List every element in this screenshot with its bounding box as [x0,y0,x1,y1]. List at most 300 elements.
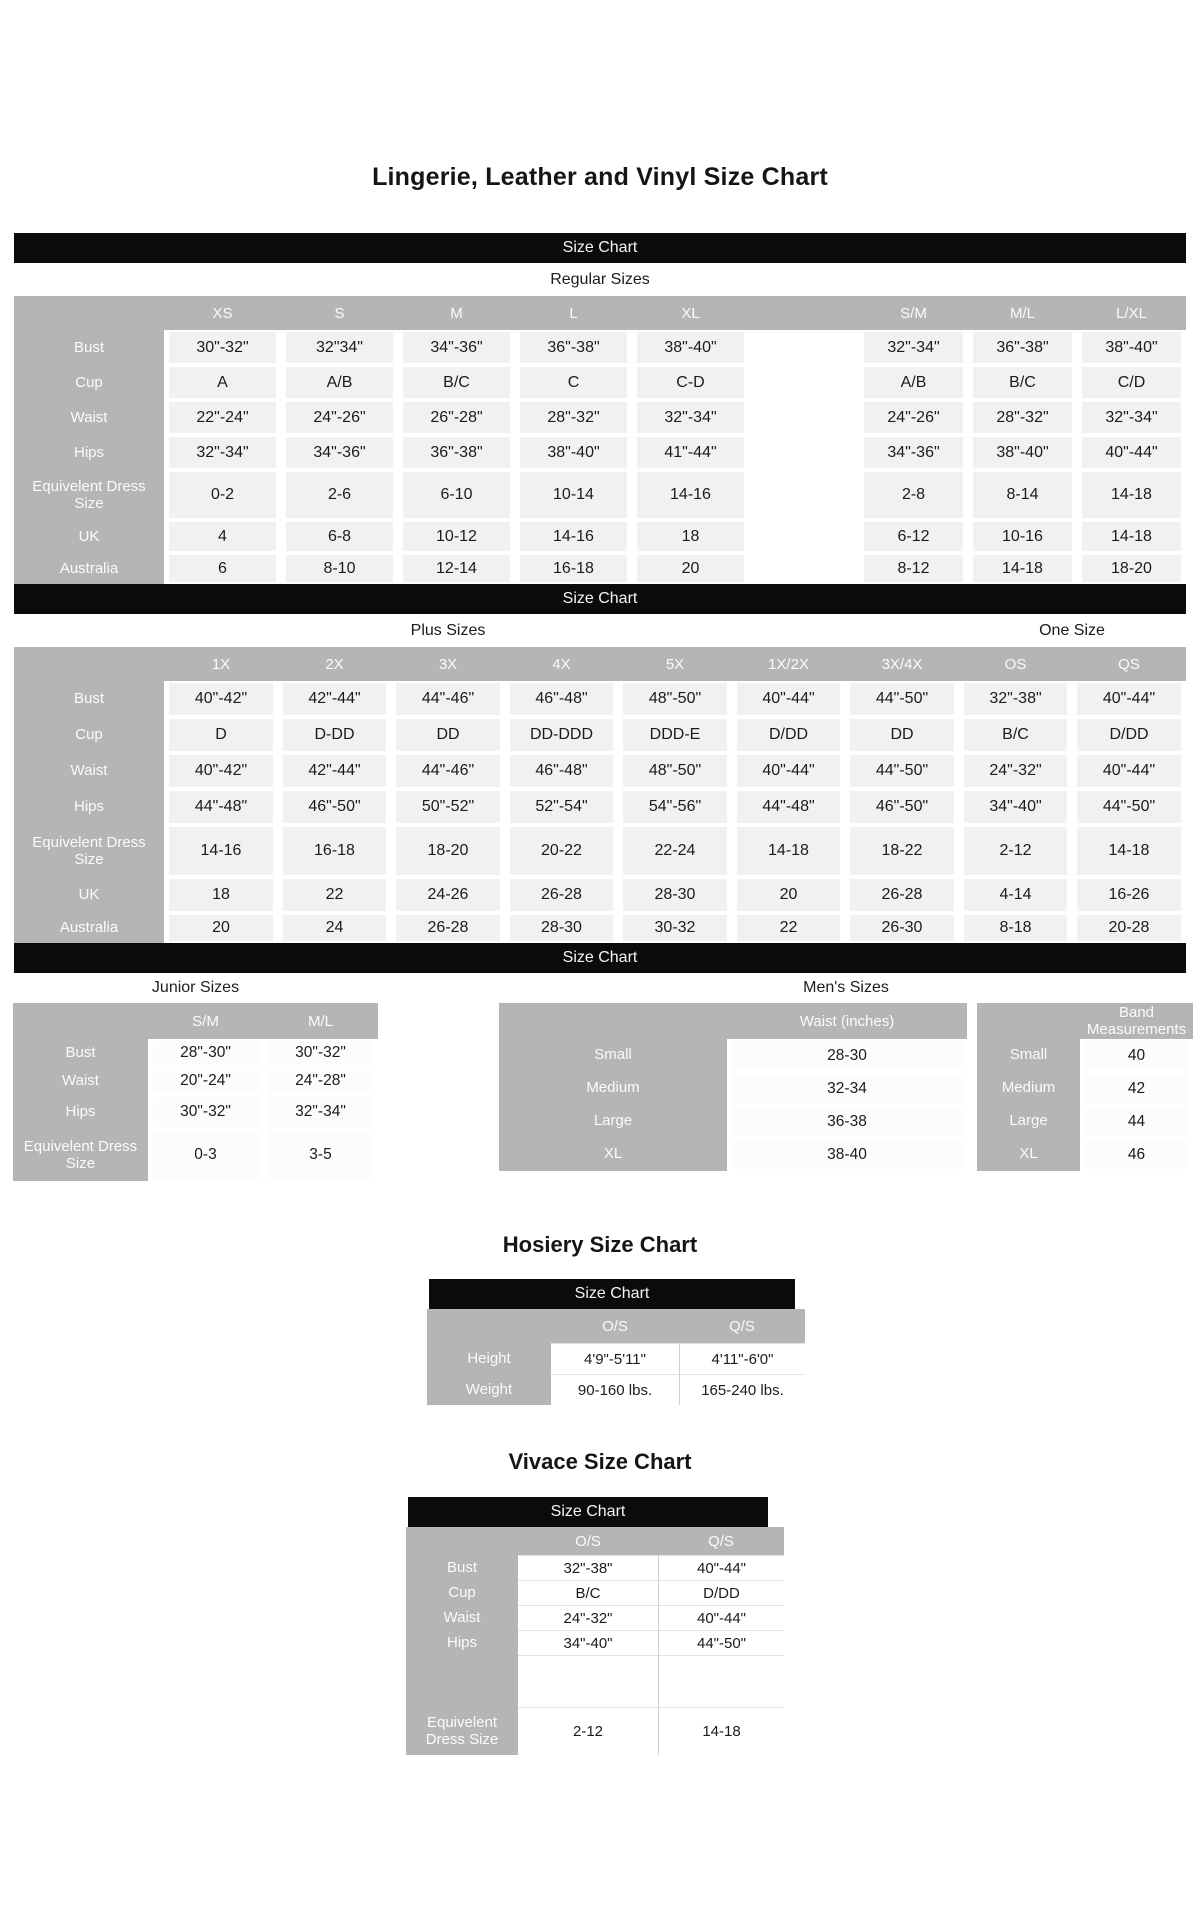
cell: 42"-44" [278,681,391,717]
cell: 2-12 [959,825,1072,877]
column-header: O/S [551,1309,679,1343]
cell [749,470,859,520]
row-label: Waist [14,400,164,435]
cell: 30"-32" [148,1095,263,1129]
cell: 32"-34" [263,1095,378,1129]
table-row [406,1630,784,1655]
mens-band-table [977,1003,1193,1171]
cell: 6 [164,553,281,584]
cell: 48"-50" [618,681,732,717]
column-header: 3X [391,647,505,681]
cell: 30-32 [618,913,732,943]
column-header: Q/S [679,1309,805,1343]
table-row [977,1105,1193,1138]
cell: 10-16 [968,520,1077,553]
cell: 24"-32" [518,1605,658,1630]
cell: 24"-28" [263,1067,378,1095]
cell: 54"-56" [618,789,732,825]
cell: 14-18 [1072,825,1186,877]
cell: 50"-52" [391,789,505,825]
cell: 42 [1080,1072,1193,1105]
cell: A/B [859,365,968,400]
table-row [14,681,1186,717]
junior-body [13,1039,378,1181]
table-row [14,470,1186,520]
cell: 41"-44" [632,435,749,470]
cell: 0-2 [164,470,281,520]
cell: 46"-50" [278,789,391,825]
cell: 16-18 [278,825,391,877]
table-row [499,1105,967,1138]
cell: 44"-48" [732,789,845,825]
cell: 14-16 [164,825,278,877]
row-label: Cup [14,717,164,753]
table-row [13,1067,378,1095]
cell: 24"-32" [959,753,1072,789]
cell: 18-20 [391,825,505,877]
cell: 28-30 [727,1039,967,1072]
cell: D-DD [278,717,391,753]
column-header-blank [13,1003,148,1039]
cell: 8-14 [968,470,1077,520]
table-row [14,520,1186,553]
row-label: Hips [14,435,164,470]
column-header: M [398,296,515,330]
cell: 10-14 [515,470,632,520]
cell: 14-16 [515,520,632,553]
table-row [13,1039,378,1067]
table-row [499,1039,967,1072]
cell: 8-18 [959,913,1072,943]
cell: 44"-50" [658,1630,784,1655]
cell: 28"-32" [968,400,1077,435]
column-header: 5X [618,647,732,681]
cell [749,520,859,553]
cell: 46"-48" [505,753,618,789]
cell: 3-5 [263,1129,378,1181]
size-chart-bar: Size Chart [14,584,1186,614]
cell: 44 [1080,1105,1193,1138]
cell: 6-10 [398,470,515,520]
cell: 42"-44" [278,753,391,789]
cell: 22-24 [618,825,732,877]
row-label: Medium [499,1072,727,1105]
cell: 40"-44" [658,1555,784,1580]
size-chart-bar: Size Chart [14,233,1186,263]
row-label: Australia [14,553,164,584]
row-label: Equivelent Dress Size [406,1707,518,1755]
cell: 38"-40" [632,330,749,365]
row-label: Equivelent Dress Size [13,1129,148,1181]
cell: 40"-44" [732,681,845,717]
cell: 18-22 [845,825,959,877]
table-row [14,789,1186,825]
row-label: Weight [427,1374,551,1405]
cell: 18 [632,520,749,553]
cell: 0-3 [148,1129,263,1181]
cell: 90-160 lbs. [551,1374,679,1405]
cell: DD-DDD [505,717,618,753]
row-label: Bust [14,681,164,717]
cell: 14-18 [1077,470,1186,520]
junior-mens-section [0,943,1200,1185]
column-header: Q/S [658,1527,784,1555]
column-header: L [515,296,632,330]
table-row [406,1655,784,1707]
row-label: UK [14,520,164,553]
mens-sizes-caption: Men's Sizes [803,979,889,996]
row-label: Small [499,1039,727,1072]
table-row [406,1555,784,1580]
cell [518,1655,658,1707]
cell: 40 [1080,1039,1193,1072]
column-header: 3X/4X [845,647,959,681]
hosiery-header-row [427,1309,805,1343]
cell: 165-240 lbs. [679,1374,805,1405]
column-header-blank [406,1527,518,1555]
table-row [427,1374,805,1405]
cell: 24"-26" [281,400,398,435]
cell: 4-14 [959,877,1072,913]
cell: 28"-32" [515,400,632,435]
regular-sizes-section [14,233,1186,584]
cell: D/DD [1072,717,1186,753]
cell: 20-22 [505,825,618,877]
cell [658,1655,784,1707]
row-label: Bust [406,1555,518,1580]
table-row [406,1605,784,1630]
cell: D/DD [732,717,845,753]
cell: 32"-34" [859,330,968,365]
cell: 44"-46" [391,681,505,717]
table-row [14,330,1186,365]
row-label: Height [427,1343,551,1374]
hosiery-body [427,1343,805,1405]
row-label: Medium [977,1072,1080,1105]
cell: 26"-28" [398,400,515,435]
cell: 44"-50" [1072,789,1186,825]
cell: 28-30 [618,877,732,913]
cell: 18 [164,877,278,913]
cell [749,400,859,435]
cell: 28"-30" [148,1039,263,1067]
table-row [13,1129,378,1181]
cell: 52"-54" [505,789,618,825]
cell: 22"-24" [164,400,281,435]
table-row [14,825,1186,877]
cell: 26-30 [845,913,959,943]
row-label: Waist [13,1067,148,1095]
cell: 4'11"-6'0" [679,1343,805,1374]
column-header: 4X [505,647,618,681]
plus-sizes-caption: Plus Sizes [410,622,486,639]
row-label: Bust [14,330,164,365]
cell: 36"-38" [398,435,515,470]
size-chart-bar: Size Chart [408,1497,768,1527]
header-row [499,1003,967,1039]
cell: DD [391,717,505,753]
row-label: Waist [14,753,164,789]
cell: 34"-40" [959,789,1072,825]
column-header: 1X/2X [732,647,845,681]
column-header: OS [959,647,1072,681]
table-row [14,553,1186,584]
table-row [977,1138,1193,1171]
table-row [14,753,1186,789]
cell: 32"-34" [632,400,749,435]
regular-body [14,330,1186,584]
cell: 40"-44" [732,753,845,789]
cell: 22 [278,877,391,913]
table-row [977,1072,1193,1105]
row-label: Equivelent Dress Size [14,470,164,520]
vivace-title: Vivace Size Chart [508,1449,692,1474]
table-row [977,1039,1193,1072]
cell: 20-28 [1072,913,1186,943]
cell: 32"-34" [164,435,281,470]
cell: C [515,365,632,400]
cell: 14-18 [968,553,1077,584]
row-label: Large [977,1105,1080,1138]
cell: 32"-38" [959,681,1072,717]
junior-header-row [13,1003,378,1039]
cell: 6-8 [281,520,398,553]
cell: 44"-48" [164,789,278,825]
junior-mens-area [0,973,1200,1185]
column-header: S/M [148,1003,263,1039]
cell: 40"-44" [1077,435,1186,470]
cell: 24 [278,913,391,943]
cell: 2-6 [281,470,398,520]
regular-header-row [14,296,1186,330]
cell: 10-12 [398,520,515,553]
cell: 38"-40" [1077,330,1186,365]
cell: 34"-40" [518,1630,658,1655]
column-header: L/XL [1077,296,1186,330]
cell: 46"-48" [505,681,618,717]
size-chart-bar: Size Chart [14,943,1186,973]
table-row [499,1138,967,1171]
cell: 20 [732,877,845,913]
cell: 34"-36" [281,435,398,470]
column-header-blank [499,1003,727,1039]
table-row [14,717,1186,753]
cell: DDD-E [618,717,732,753]
cell: C/D [1077,365,1186,400]
cell: 32"-34" [1077,400,1186,435]
cell: 14-18 [732,825,845,877]
cell: 34"-36" [859,435,968,470]
cell: A [164,365,281,400]
cell: 38-40 [727,1138,967,1171]
cell: C-D [632,365,749,400]
column-header: O/S [518,1527,658,1555]
cell: 28-30 [505,913,618,943]
junior-sizes-table [13,1003,378,1181]
mens-band-header-row [977,1003,1193,1039]
row-label-blank [406,1655,518,1707]
header-row [14,296,1186,330]
header-row [13,1003,378,1039]
cell: 30"-32" [263,1039,378,1067]
cell: 2-8 [859,470,968,520]
cell: 38"-40" [968,435,1077,470]
cell: 40"-42" [164,681,278,717]
cell: 14-16 [632,470,749,520]
cell: 38"-40" [515,435,632,470]
hosiery-table [427,1309,805,1405]
column-header: M/L [968,296,1077,330]
mens-band-body [977,1039,1193,1171]
mens-waist-body [499,1039,967,1171]
page-title: Lingerie, Leather and Vinyl Size Chart [372,163,828,191]
table-row [406,1707,784,1755]
hosiery-section [427,1279,805,1405]
column-header-blank [14,647,164,681]
table-row [14,365,1186,400]
cell: A/B [281,365,398,400]
cell: 20 [164,913,278,943]
table-row [406,1580,784,1605]
row-label: Waist [406,1605,518,1630]
table-row [14,913,1186,943]
regular-sizes-caption: Regular Sizes [550,271,650,288]
cell: 18-20 [1077,553,1186,584]
column-header: S [281,296,398,330]
cell: 44"-50" [845,681,959,717]
column-header: XL [632,296,749,330]
cell: 48"-50" [618,753,732,789]
table-row [427,1343,805,1374]
column-header: XS [164,296,281,330]
column-header: S/M [859,296,968,330]
plus-header-row [14,647,1186,681]
cell: 20 [632,553,749,584]
row-label: Small [977,1039,1080,1072]
column-header: Waist (inches) [727,1003,967,1039]
cell: 40"-42" [164,753,278,789]
cell: 4 [164,520,281,553]
cell: 16-18 [515,553,632,584]
header-row [406,1527,784,1555]
table-row [13,1095,378,1129]
table-row [14,435,1186,470]
cell: 36"-38" [515,330,632,365]
cell [749,435,859,470]
cell: B/C [398,365,515,400]
cell: 2-12 [518,1707,658,1755]
cell [749,553,859,584]
cell: 6-12 [859,520,968,553]
cell: 8-12 [859,553,968,584]
row-label: Large [499,1105,727,1138]
row-label: Bust [13,1039,148,1067]
cell: 40"-44" [1072,753,1186,789]
row-label: XL [499,1138,727,1171]
cell: 36-38 [727,1105,967,1138]
row-label: Hips [406,1630,518,1655]
cell: 24"-26" [859,400,968,435]
vivace-table [406,1527,784,1755]
table-row [14,400,1186,435]
vivace-body [406,1555,784,1755]
cell: 40"-44" [658,1605,784,1630]
cell: 14-18 [658,1707,784,1755]
cell: 14-18 [1077,520,1186,553]
plus-sizes-section [14,584,1186,943]
cell: 26-28 [391,913,505,943]
row-label: Hips [13,1095,148,1129]
plus-sizes-table [14,647,1186,943]
hosiery-title: Hosiery Size Chart [502,1232,698,1257]
row-label: Australia [14,913,164,943]
cell: 32"-38" [518,1555,658,1580]
header-row [427,1309,805,1343]
cell: 46 [1080,1138,1193,1171]
cell: 16-26 [1072,877,1186,913]
header-row [14,647,1186,681]
column-header: 2X [278,647,391,681]
column-header-blank [977,1003,1080,1039]
row-label: UK [14,877,164,913]
cell: 32-34 [727,1072,967,1105]
cell [749,330,859,365]
column-header: 1X [164,647,278,681]
cell: 8-10 [281,553,398,584]
column-header: Band Measurements [1080,1003,1193,1039]
cell: 24-26 [391,877,505,913]
cell: 44"-50" [845,753,959,789]
size-chart-bar: Size Chart [429,1279,795,1309]
cell: D/DD [658,1580,784,1605]
cell: 12-14 [398,553,515,584]
cell: 40"-44" [1072,681,1186,717]
column-header-blank [14,296,164,330]
cell: 34"-36" [398,330,515,365]
vivace-header-row [406,1527,784,1555]
mens-waist-header-row [499,1003,967,1039]
mens-waist-table [499,1003,967,1171]
column-header-blank [427,1309,551,1343]
cell: 44"-46" [391,753,505,789]
row-label: XL [977,1138,1080,1171]
header-row [977,1003,1193,1039]
cell: 26-28 [845,877,959,913]
cell [749,365,859,400]
cell: B/C [968,365,1077,400]
cell: 30"-32" [164,330,281,365]
row-label: Equivelent Dress Size [14,825,164,877]
plus-sizes-caption-row [14,614,1186,647]
cell: 36"-38" [968,330,1077,365]
cell: 4'9"-5'11" [551,1343,679,1374]
cell: DD [845,717,959,753]
junior-sizes-caption: Junior Sizes [151,979,240,996]
row-label: Cup [14,365,164,400]
vivace-section [406,1497,784,1755]
cell: 22 [732,913,845,943]
cell: B/C [518,1580,658,1605]
plus-body [14,681,1186,943]
cell: 20"-24" [148,1067,263,1095]
column-header-blank [749,296,859,330]
regular-sizes-table [14,296,1186,584]
cell: 46"-50" [845,789,959,825]
one-size-caption: One Size [1039,622,1105,639]
table-row [499,1072,967,1105]
cell: 26-28 [505,877,618,913]
row-label: Cup [406,1580,518,1605]
